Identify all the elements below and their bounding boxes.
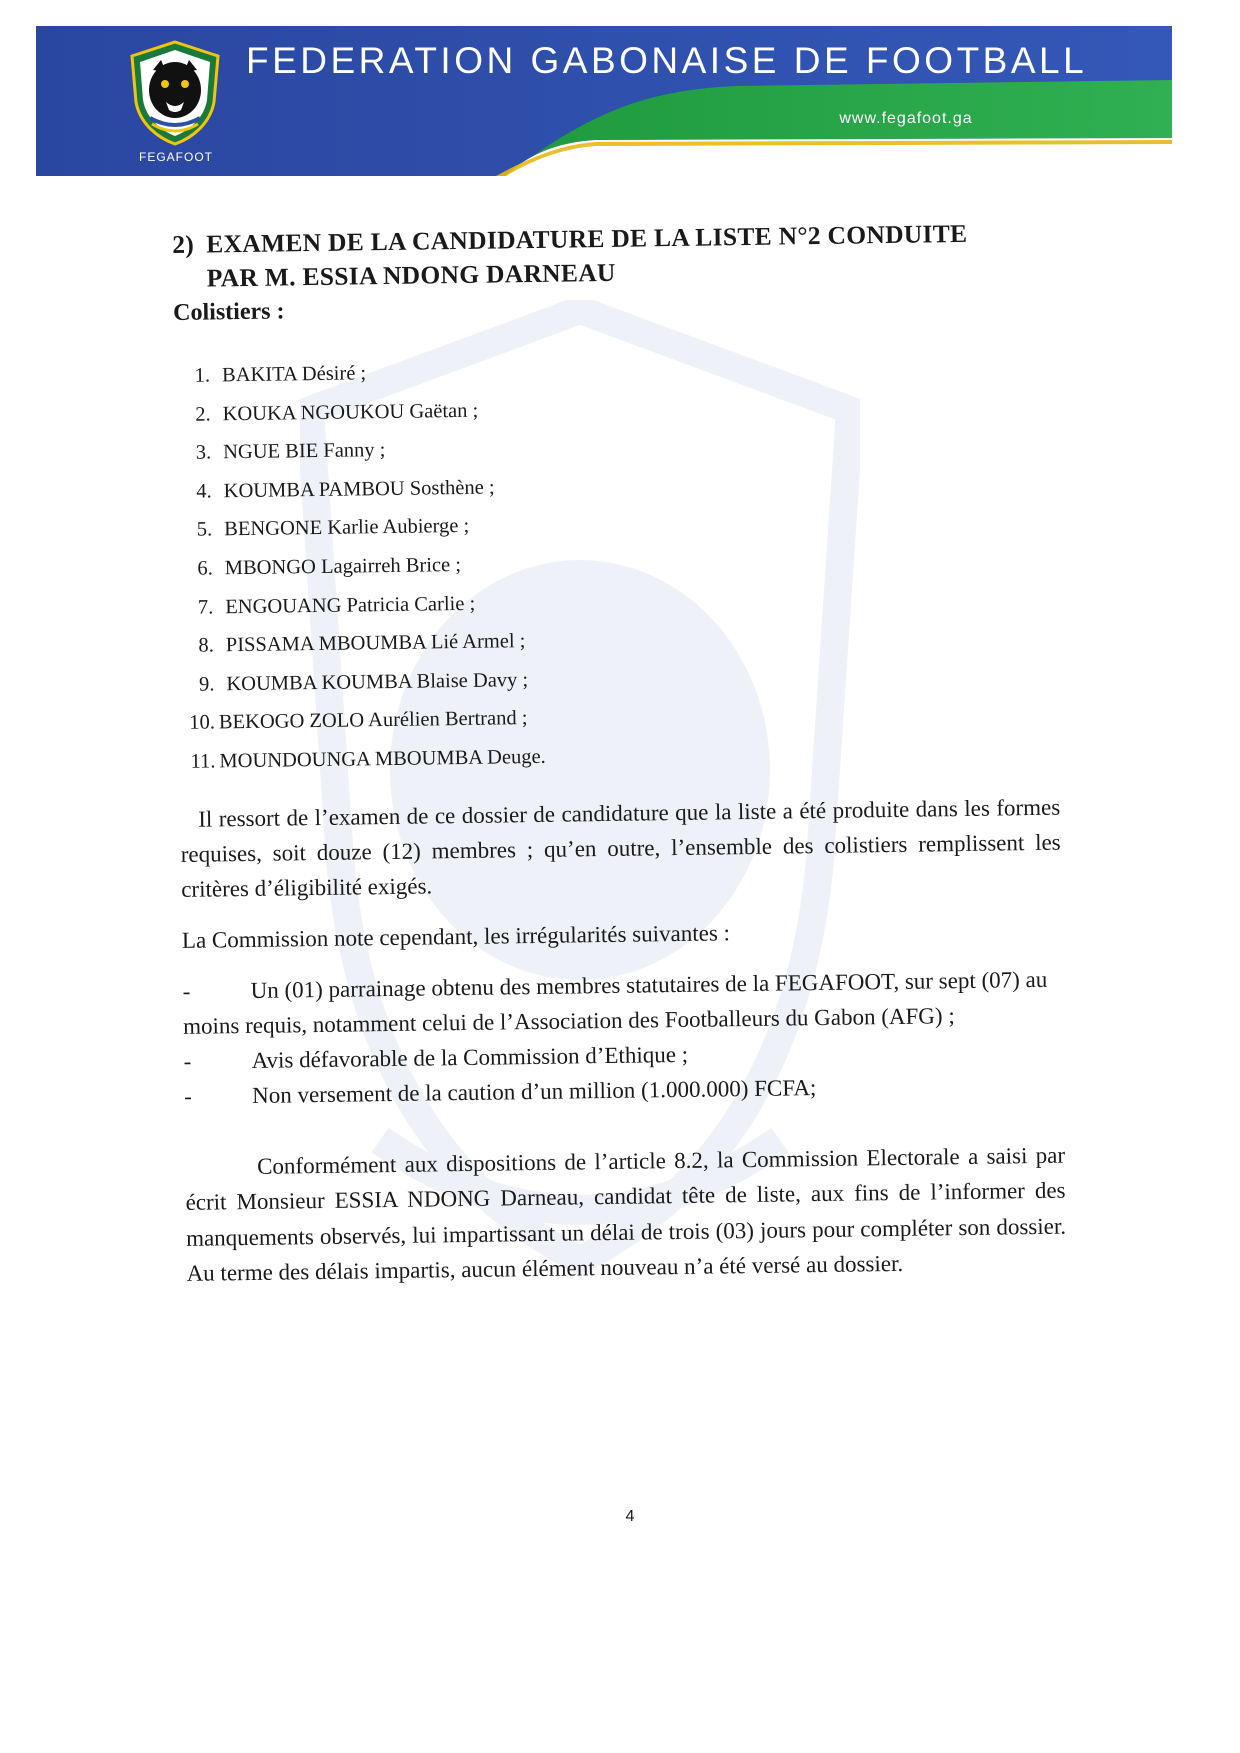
bullet-dash: -: [183, 1083, 192, 1109]
logo-caption: FEGAFOOT: [139, 150, 213, 164]
list-item-number: 5.: [196, 518, 213, 542]
list-item-number: 6.: [197, 557, 213, 580]
paragraph-conclusion: Conformément aux dispositions de l’article 8.2, la Commission Electorale a saisi par écrit Monsieur ESSIA NDONG Darneau, candidat tête de liste, aux fins de l’informer des manquements observés, lui impartissant un délai de trois (03) jours pour compléter son dossier. Au terme des délais impartis, aucun élément nouveau n’a été versé au dossier.: [185, 1142, 1067, 1286]
list-item-number: 7.: [197, 596, 214, 619]
list-item-number: 1.: [194, 364, 211, 387]
irregularity-item: [182, 961, 1063, 1043]
list-item-number: 8.: [198, 634, 214, 657]
list-item-name: NGUE BIE Fanny ;: [222, 439, 386, 464]
list-item-name: BENGONE Karlie Aubierge ;: [224, 515, 470, 541]
list-item-name: KOUMBA PAMBOU Sosthène ;: [223, 476, 495, 503]
list-item-number: 4.: [196, 480, 212, 503]
colistiers-label: Colistiers :: [173, 298, 285, 326]
section-title-line2: PAR M. ESSIA NDONG DARNEAU: [206, 257, 616, 293]
bullet-dash: -: [182, 978, 191, 1004]
list-item-name: BEKOGO ZOLO Aurélien Bertrand ;: [218, 707, 528, 734]
section-title-line1: EXAMEN DE LA CANDIDATURE DE LA LISTE N°2 CONDUITE: [206, 218, 968, 259]
page-number: 4: [625, 1508, 635, 1525]
list-item-name: BAKITA Désiré ;: [221, 362, 367, 387]
section-heading: [172, 216, 1053, 296]
irregularity-text: Un (01) parrainage obtenu des membres statutaires de la FEGAFOOT, sur sept (07) au moins requis, notamment celui de l’Association des Footballeurs du Gabon (AFG) ;: [182, 966, 1048, 1039]
website-link[interactable]: www.fegafoot.ga: [839, 110, 973, 127]
list-item-name: PISSAMA MBOUMBA Lié Armel ;: [225, 630, 526, 657]
list-item-name: MBONGO Lagairreh Brice ;: [224, 553, 462, 580]
list-item-number: 9.: [198, 673, 215, 696]
list-item-name: KOUKA NGOUKOU Gaëtan ;: [222, 399, 479, 425]
list-item-number: 10.: [189, 711, 216, 735]
organization-name: FEDERATION GABONAISE DE FOOTBALL: [246, 40, 1088, 81]
list-item-name: KOUMBA KOUMBA Blaise Davy ;: [226, 668, 529, 696]
document-body: [172, 216, 1067, 1292]
list-item-name: MOUNDOUNGA MBOUMBA Deuge.: [219, 745, 546, 773]
letterhead: [36, 26, 1172, 176]
list-item-number: 2.: [195, 403, 211, 426]
list-item-number: 3.: [195, 441, 212, 464]
paragraph-irregularities-intro: La Commission note cependant, les irrégularités suivantes :: [181, 919, 731, 953]
section-number: 2): [172, 229, 195, 259]
colistiers-list: [174, 345, 1060, 782]
irregularities-list: [182, 961, 1064, 1113]
paragraph-eligibility: Il ressort de l’examen de ce dossier de candidature que la liste a été produite dans les formes requises, soit douze (12) membres ; qu’en outre, l’ensemble des colistiers remplissent les critères d’éligibilité exigés.: [180, 794, 1061, 902]
irregularity-text: Non versement de la caution d’un million (1.000.000) FCFA;: [251, 1074, 817, 1108]
list-item-number: 11.: [190, 750, 216, 773]
fegafoot-shield-logo-icon: [128, 40, 222, 146]
irregularity-text: Avis défavorable de la Commission d’Ethique ;: [251, 1041, 689, 1073]
bullet-dash: -: [183, 1048, 192, 1074]
list-item-name: ENGOUANG Patricia Carlie ;: [225, 592, 476, 618]
